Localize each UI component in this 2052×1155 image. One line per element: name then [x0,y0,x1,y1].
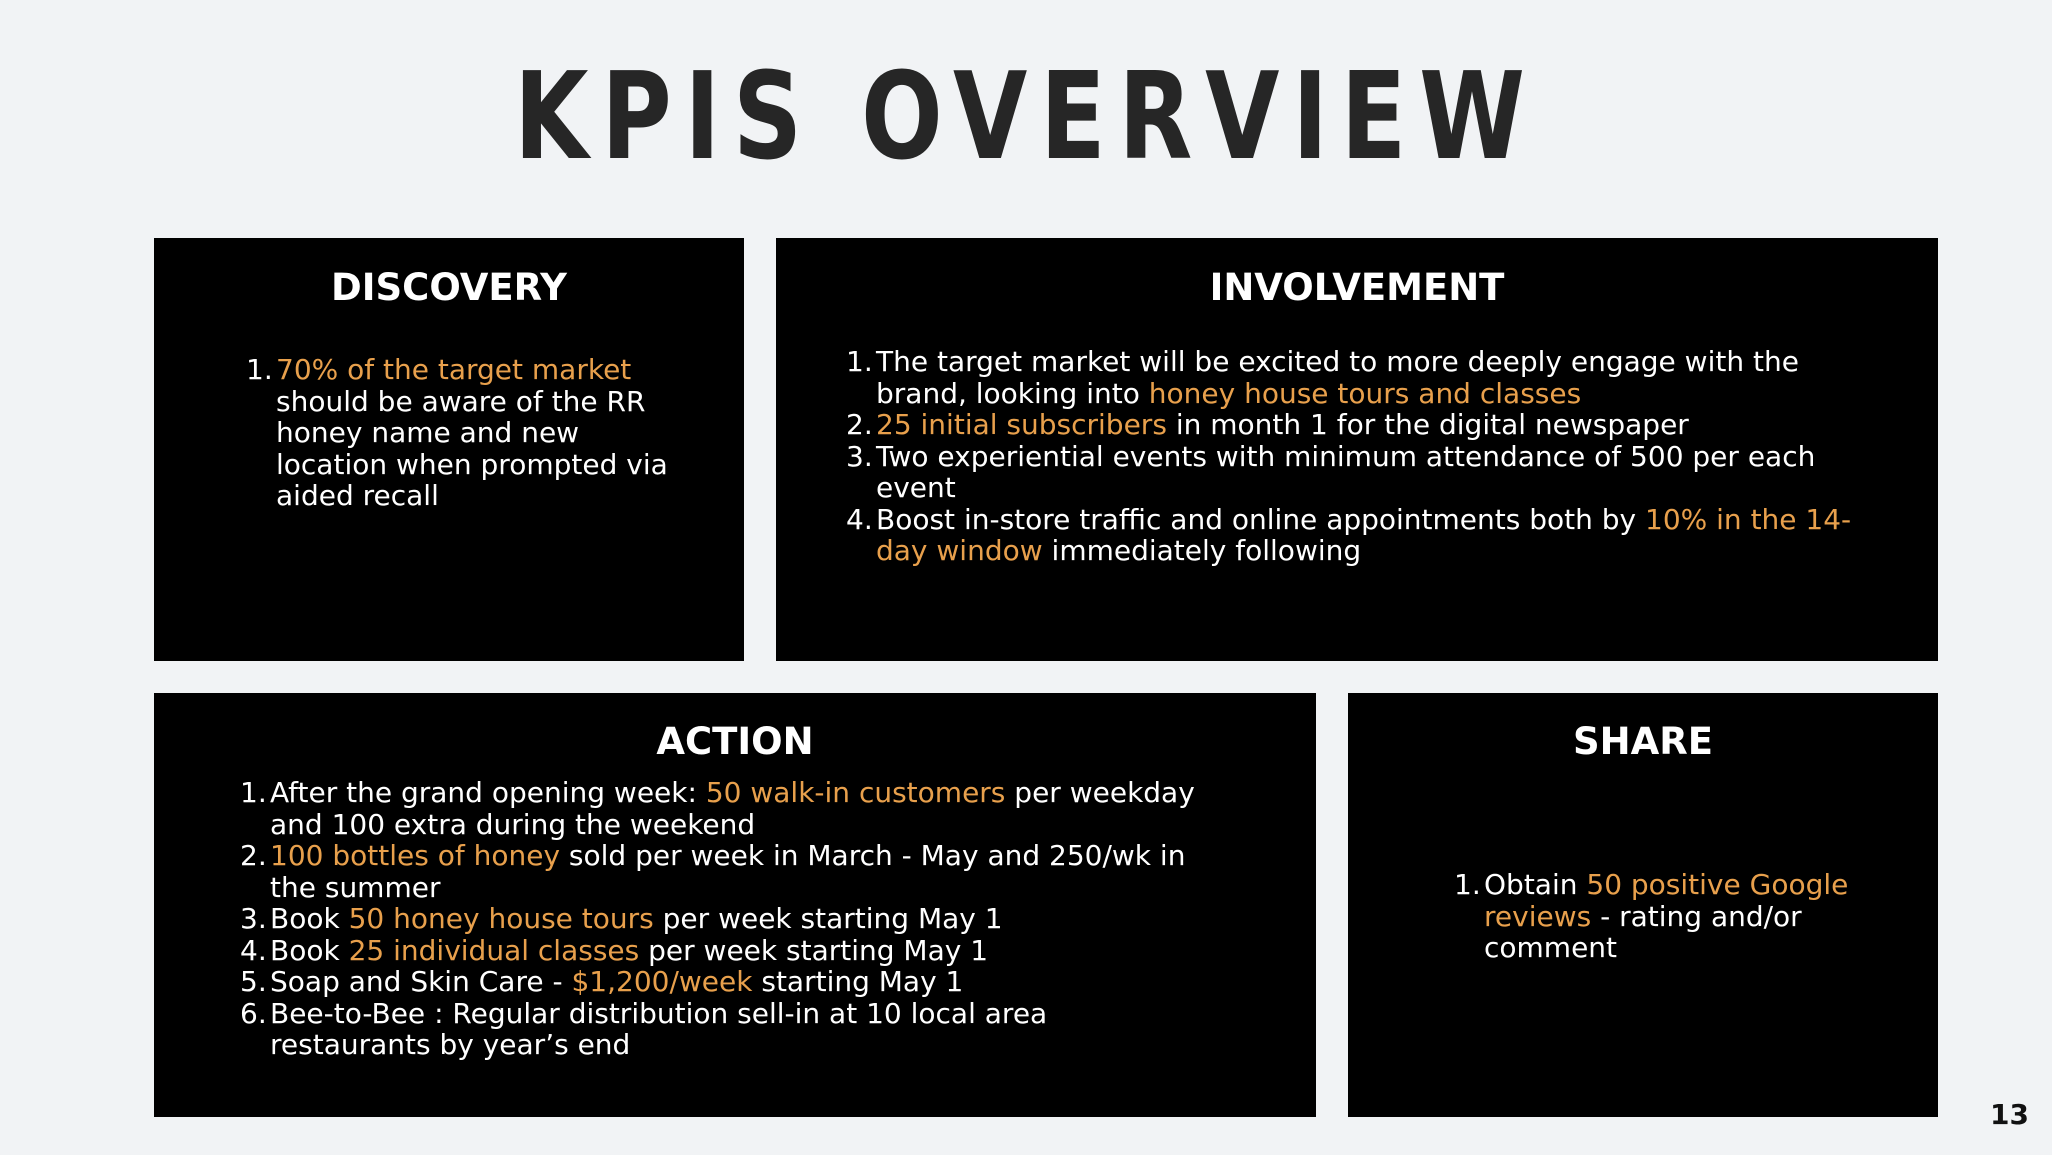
item-text: starting May 1 [752,965,964,998]
list-item [846,504,1876,567]
list-item [846,441,1876,504]
item-text: Bee-to-Bee : Regular distribution sell-in at 10 local area restaurants by year’s end [270,996,1048,1061]
list-number: 1. [246,353,273,386]
action-heading: ACTION [656,720,814,763]
item-text: per weekday and 100 extra during the weekend [270,776,1195,841]
involvement-list [846,346,1876,567]
list-number: 1. [1454,868,1481,901]
list-number: 1. [846,345,873,378]
item-text: per week starting May 1 [639,933,989,967]
highlighted-text: honey house tours and classes [1148,376,1582,410]
involvement-heading: INVOLVEMENT [1209,266,1505,309]
list-item [240,935,1200,967]
involvement-card [776,238,1938,661]
discovery-list [246,354,676,512]
action-list [240,777,1200,1061]
highlighted-text: 25 individual classes [348,933,640,967]
list-number: 6. [240,996,267,1030]
list-number: 3. [846,439,873,473]
highlighted-text: 70% of the target market [276,353,632,386]
discovery-card [154,238,744,661]
list-number: 4. [846,502,873,536]
share-list [1454,869,1854,964]
list-item [240,903,1200,935]
list-number: 2. [240,839,267,872]
list-item [1454,869,1854,964]
list-item [240,998,1200,1061]
list-item [846,409,1876,441]
page-title: KPIS OVERVIEW [514,48,1538,187]
highlighted-text: 50 honey house tours [348,902,654,935]
highlighted-text: $1,200/week [571,965,753,998]
list-number: 1. [240,776,267,809]
item-text: Book [270,933,349,967]
item-text: in month 1 for the digital newspaper [1166,408,1689,441]
list-item [240,840,1200,903]
list-number: 4. [240,933,267,967]
list-item [246,354,676,512]
list-item [846,346,1876,409]
item-text: Boost in-store traffic and online appointments both by [876,502,1646,536]
item-text: - rating and/or comment [1484,899,1802,964]
share-heading: SHARE [1572,720,1713,763]
item-text: Book [270,902,349,935]
share-card [1348,693,1938,1117]
list-number: 2. [846,408,873,441]
highlighted-text: 25 initial subscribers [876,408,1167,441]
item-text: The target market will be excited to more deeply engage with the brand, looking into [876,345,1799,410]
highlighted-text: 50 positive Google reviews [1484,868,1849,933]
item-text: Soap and Skin Care - [270,965,572,998]
list-number: 3. [240,902,267,935]
action-card [154,693,1316,1117]
item-text: After the grand opening week: [270,776,706,809]
highlighted-text: 100 bottles of honey [270,839,561,872]
item-text: immediately following [1042,534,1362,567]
list-item [240,777,1200,840]
discovery-heading: DISCOVERY [331,266,567,309]
item-text: should be aware of the RR honey name and new location when prompted via aided recall [276,384,668,512]
highlighted-text: 50 walk-in customers [705,776,1006,809]
highlighted-text: 10% in the 14-day window [876,502,1852,567]
page-number: 13 [1990,1098,2029,1131]
item-text: Two experiential events with minimum attendance of 500 per each event [876,439,1816,504]
item-text: sold per week in March - May and 250/wk in the summer [270,839,1186,904]
item-text: Obtain [1484,868,1587,901]
list-item [240,966,1200,998]
list-number: 5. [240,965,267,998]
item-text: per week starting May 1 [653,902,1003,935]
